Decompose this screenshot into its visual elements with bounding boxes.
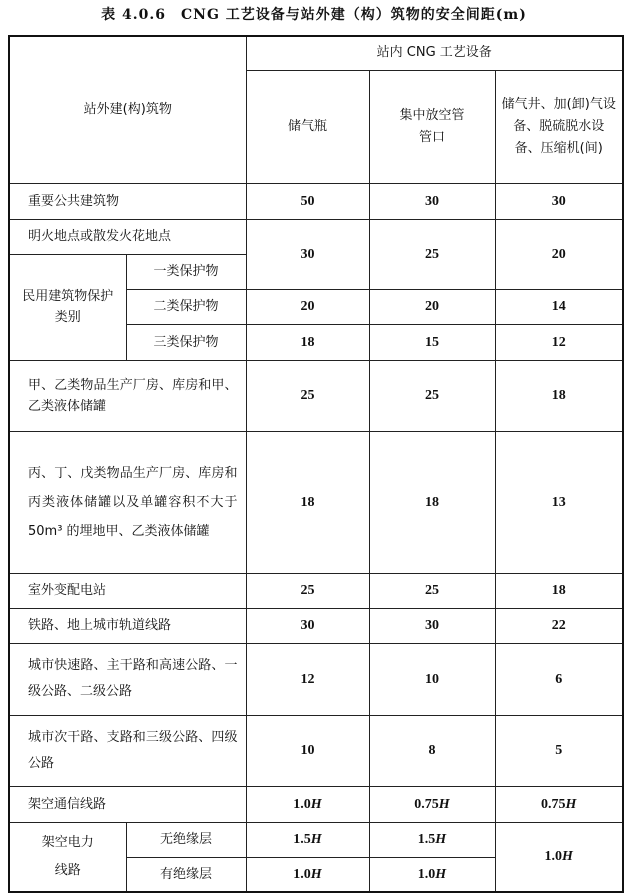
value-cell: 18 [246,431,369,573]
value-cell: 10 [246,715,369,786]
value-cell: 10 [369,643,495,715]
table-row [9,183,623,219]
table-row [9,431,623,573]
civil-group-label: 民用建筑物保护类别 [9,254,126,360]
row-label: 城市次干路、支路和三级公路、四级公路 [9,715,246,786]
value-cell: 25 [246,573,369,608]
row-header-cell: 站外建(构)筑物 [9,36,246,183]
table-row [9,715,623,786]
table-row [9,822,623,857]
row-label: 有绝缘层 [126,857,246,892]
value-cell: 13 [495,431,623,573]
row-label: 丙、丁、戊类物品生产厂房、库房和丙类液体储罐以及单罐容积不大于 50m³ 的埋地甲、乙类液体储罐 [9,431,246,573]
power-group-label: 架空电力线路 [9,822,126,892]
row-label: 甲、乙类物品生产厂房、库房和甲、乙类液体储罐 [9,360,246,431]
col-header-vent: 集中放空管管口 [369,70,495,183]
row-label: 二类保护物 [126,289,246,324]
value-cell: 25 [369,219,495,289]
value-cell: 6 [495,643,623,715]
table-row [9,219,623,254]
value-cell: 25 [369,573,495,608]
value-cell: 20 [246,289,369,324]
value-cell: 30 [369,608,495,643]
value-cell: 15 [369,324,495,360]
row-label: 重要公共建筑物 [9,183,246,219]
table-row [9,360,623,431]
col-header-equipment: 储气井、加(卸)气设备、脱硫脱水设备、压缩机(间) [495,70,623,183]
table-row [9,786,623,822]
table-row [9,608,623,643]
row-label: 架空通信线路 [9,786,246,822]
col-header-cylinder: 储气瓶 [246,70,369,183]
value-cell: 30 [369,183,495,219]
row-label: 室外变配电站 [9,573,246,608]
value-cell: 30 [246,219,369,289]
value-cell: 25 [369,360,495,431]
value-cell: 8 [369,715,495,786]
value-cell: 0.75H [369,786,495,822]
row-label: 无绝缘层 [126,822,246,857]
header-row-1 [9,36,623,70]
value-cell: 1.0H [495,822,623,892]
value-cell: 25 [246,360,369,431]
table-title: 表 4.0.6 CNG 工艺设备与站外建（构）筑物的安全间距(m) [101,7,527,23]
value-cell: 30 [495,183,623,219]
value-cell: 5 [495,715,623,786]
value-cell: 30 [246,608,369,643]
value-cell: 22 [495,608,623,643]
value-cell: 1.0H [246,786,369,822]
safety-distance-table [8,35,624,893]
row-label: 一类保护物 [126,254,246,289]
value-cell: 12 [495,324,623,360]
value-cell: 20 [495,219,623,289]
value-cell: 1.0H [246,857,369,892]
value-cell: 18 [495,573,623,608]
value-cell: 50 [246,183,369,219]
row-label: 三类保护物 [126,324,246,360]
value-cell: 0.75H [495,786,623,822]
value-cell: 14 [495,289,623,324]
value-cell: 1.0H [369,857,495,892]
row-label: 明火地点或散发火花地点 [9,219,246,254]
row-label: 城市快速路、主干路和高速公路、一级公路、二级公路 [9,643,246,715]
value-cell: 18 [369,431,495,573]
table-row [9,643,623,715]
value-cell: 18 [246,324,369,360]
value-cell: 1.5H [369,822,495,857]
value-cell: 12 [246,643,369,715]
value-cell: 20 [369,289,495,324]
value-cell: 1.5H [246,822,369,857]
value-cell: 18 [495,360,623,431]
row-label: 铁路、地上城市轨道线路 [9,608,246,643]
group-header-cell: 站内 CNG 工艺设备 [246,36,623,70]
table-row [9,573,623,608]
